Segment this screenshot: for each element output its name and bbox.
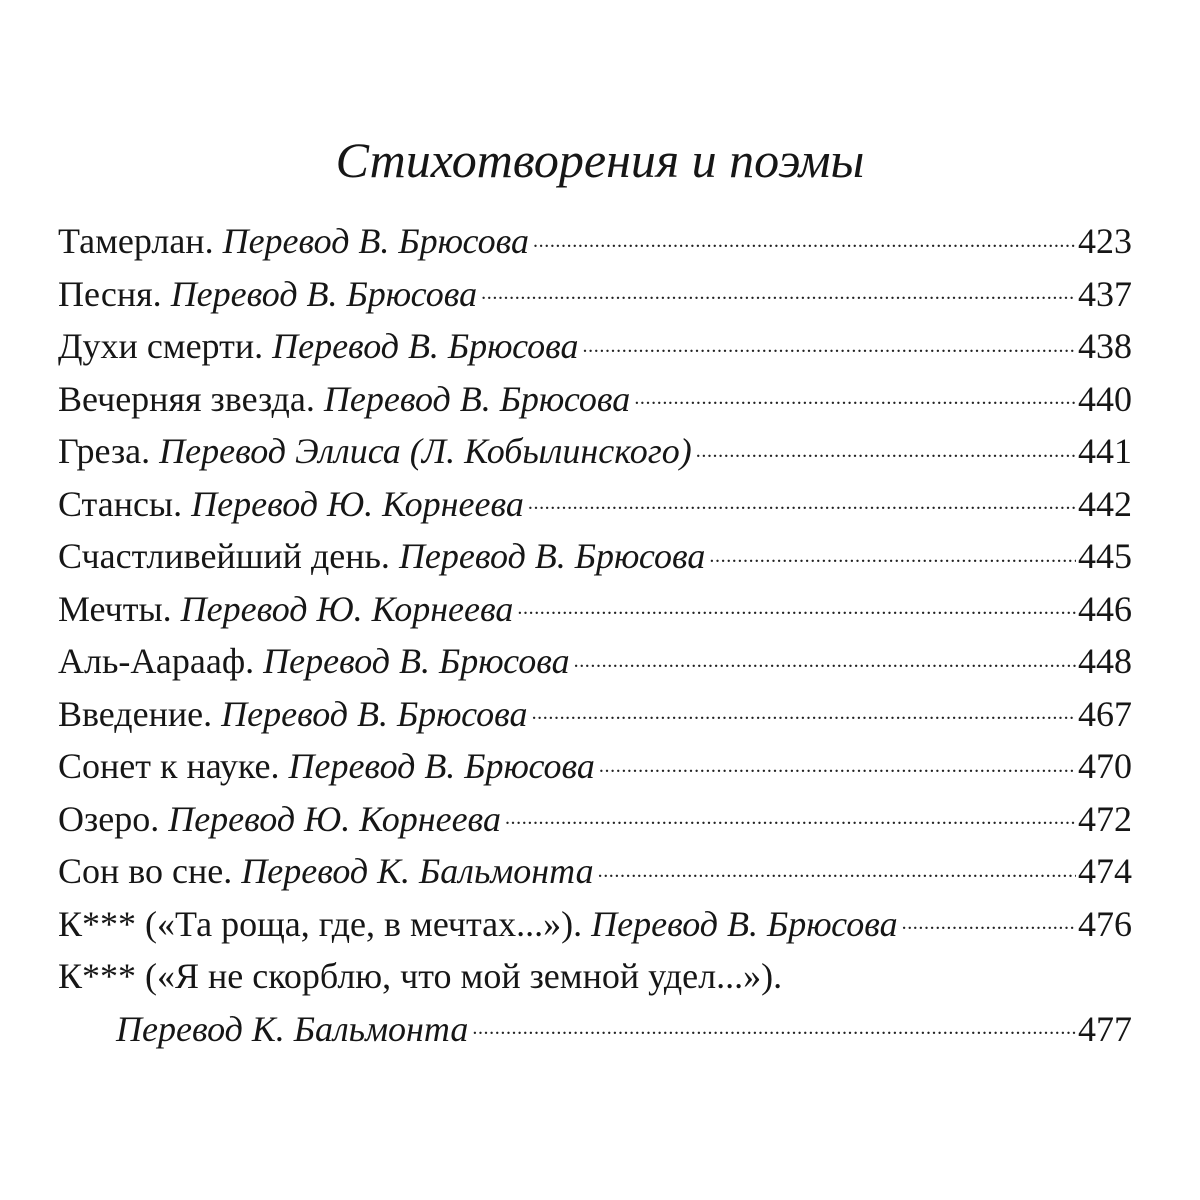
dot-leader bbox=[599, 742, 1076, 778]
entry-title: Сон во сне. bbox=[58, 851, 233, 891]
entry-title: Духи смерти. bbox=[58, 326, 264, 366]
entry-page-number: 467 bbox=[1078, 693, 1132, 734]
dot-leader bbox=[583, 322, 1076, 358]
section-title: Стихотворения и поэмы bbox=[335, 132, 865, 188]
toc-entry[interactable] bbox=[58, 268, 1132, 321]
dot-leader bbox=[634, 375, 1076, 411]
entry-title: Введение. bbox=[58, 693, 213, 734]
entry-title: Греза. bbox=[58, 431, 151, 471]
entry-page-number: 437 bbox=[1078, 273, 1132, 314]
dot-leader bbox=[709, 532, 1076, 568]
toc-entry[interactable] bbox=[58, 688, 1132, 741]
entry-translator: Перевод В. Брюсова bbox=[591, 903, 898, 944]
entry-translator: Перевод Ю. Корнеева bbox=[180, 588, 514, 629]
entry-title: Стансы. bbox=[58, 483, 183, 524]
dot-leader bbox=[598, 847, 1076, 883]
entry-title: К*** («Та роща, где, в мечтах...»). bbox=[58, 903, 583, 944]
entry-title: Счастливейший день. bbox=[58, 536, 390, 576]
entry-translator: Перевод В. Брюсова bbox=[263, 641, 570, 681]
toc-entry[interactable] bbox=[58, 478, 1132, 531]
toc-entry[interactable] bbox=[58, 793, 1132, 846]
dot-leader bbox=[517, 585, 1076, 621]
entry-title: Тамерлан. bbox=[58, 221, 214, 261]
entry-translator: Перевод В. Брюсова bbox=[398, 536, 706, 576]
entry-translator: Перевод В. Брюсова bbox=[288, 746, 595, 786]
entry-page-number: 477 bbox=[1078, 1008, 1132, 1049]
entry-translator: Перевод В. Брюсова bbox=[170, 273, 478, 314]
toc-entry[interactable] bbox=[58, 635, 1132, 688]
entry-translator: Перевод Ю. Корнеева bbox=[168, 798, 501, 839]
entry-page-number: 442 bbox=[1078, 483, 1132, 524]
entry-translator: Перевод Эллиса (Л. Кобылинского) bbox=[159, 431, 692, 471]
entry-page-number: 472 bbox=[1078, 798, 1132, 839]
dot-leader bbox=[533, 217, 1076, 253]
entry-translator: Перевод В. Брюсова bbox=[221, 693, 528, 734]
toc-entry-continuation[interactable] bbox=[58, 1003, 1132, 1056]
dot-leader bbox=[902, 900, 1076, 936]
entry-page-number: 448 bbox=[1078, 641, 1132, 681]
entry-title: Аль-Аарааф. bbox=[58, 641, 255, 681]
entry-page-number: 470 bbox=[1078, 746, 1132, 786]
toc-entry[interactable] bbox=[58, 320, 1132, 373]
toc-entry[interactable] bbox=[58, 373, 1132, 426]
dot-leader bbox=[505, 795, 1076, 831]
toc-entry[interactable] bbox=[58, 845, 1132, 898]
toc-entry[interactable] bbox=[58, 898, 1132, 951]
toc-entry[interactable] bbox=[58, 740, 1132, 793]
entry-title: Мечты. bbox=[58, 588, 172, 629]
table-of-contents bbox=[58, 215, 1132, 1055]
toc-entry[interactable] bbox=[58, 583, 1132, 636]
dot-leader bbox=[696, 427, 1076, 463]
dot-leader bbox=[472, 1005, 1076, 1041]
entry-page-number: 438 bbox=[1078, 326, 1132, 366]
entry-page-number: 476 bbox=[1078, 903, 1132, 944]
dot-leader bbox=[481, 270, 1076, 306]
entry-page-number: 445 bbox=[1078, 536, 1132, 576]
entry-title: Песня. bbox=[58, 273, 162, 314]
entry-title: Вечерняя звезда. bbox=[58, 378, 315, 419]
entry-translator: Перевод К. Бальмонта bbox=[116, 1008, 469, 1049]
entry-translator: Перевод В. Брюсова bbox=[323, 378, 631, 419]
entry-translator: Перевод К. Бальмонта bbox=[241, 851, 594, 891]
entry-translator: Перевод Ю. Корнеева bbox=[191, 483, 524, 524]
entry-page-number: 423 bbox=[1078, 221, 1132, 261]
dot-leader bbox=[532, 690, 1076, 726]
toc-entry[interactable] bbox=[58, 425, 1132, 478]
entry-translator: Перевод В. Брюсова bbox=[222, 221, 530, 261]
entry-page-number: 474 bbox=[1078, 851, 1132, 891]
entry-title: Озеро. bbox=[58, 798, 160, 839]
entry-page-number: 446 bbox=[1078, 588, 1132, 629]
entry-title: Сонет к науке. bbox=[58, 746, 280, 786]
toc-entry[interactable] bbox=[58, 950, 1132, 1003]
entry-title: К*** («Я не скорблю, что мой земной удел...»). bbox=[58, 956, 783, 996]
toc-entry[interactable] bbox=[58, 530, 1132, 583]
entry-page-number: 440 bbox=[1078, 378, 1132, 419]
toc-entry[interactable] bbox=[58, 215, 1132, 268]
dot-leader bbox=[528, 480, 1076, 516]
dot-leader bbox=[574, 637, 1076, 673]
entry-translator: Перевод В. Брюсова bbox=[272, 326, 579, 366]
entry-page-number: 441 bbox=[1078, 431, 1132, 471]
